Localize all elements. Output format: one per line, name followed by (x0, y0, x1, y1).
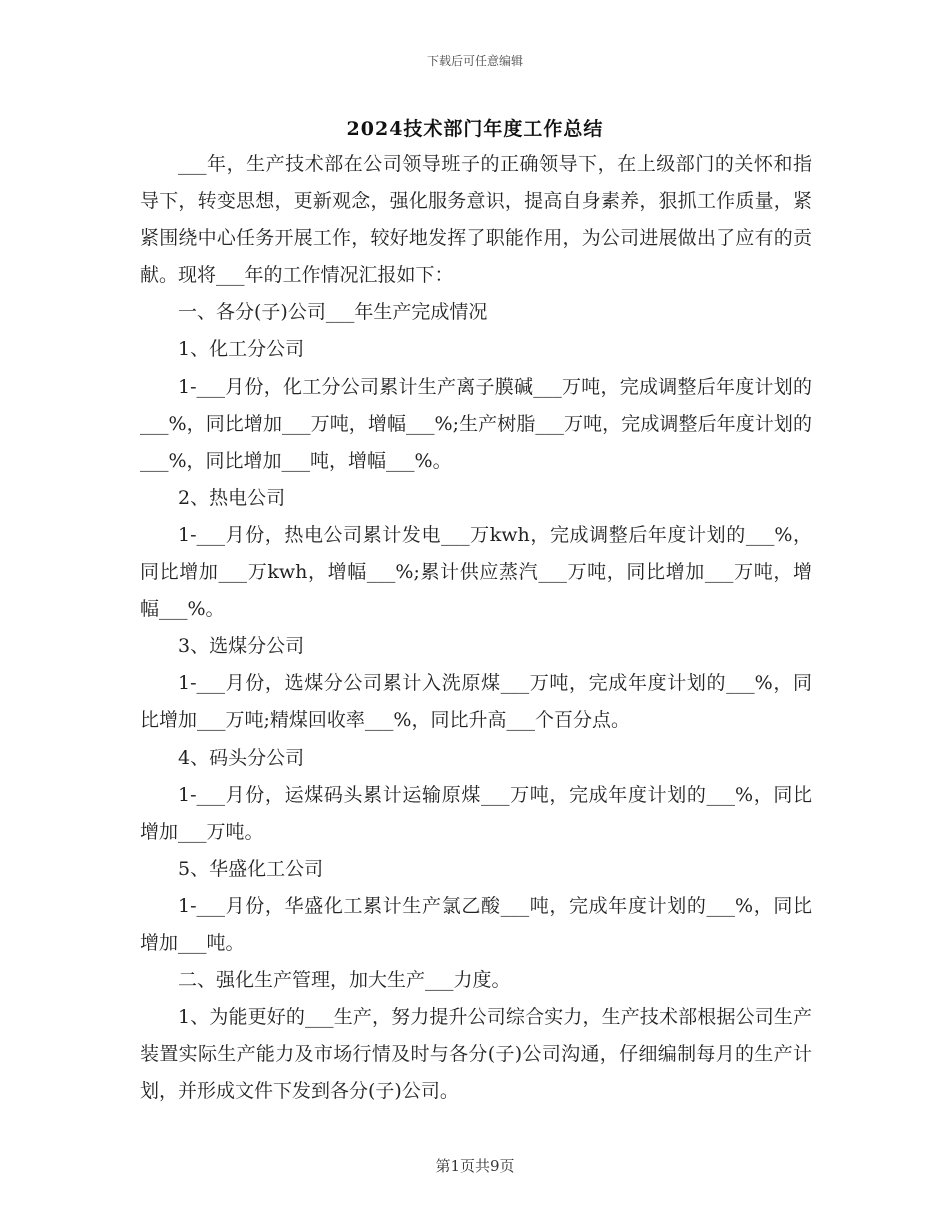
document-title: 2024技术部门年度工作总结 (346, 118, 604, 140)
paragraph-chemical: 1-___月份，化工分公司累计生产离子膜碱___万吨，完成调整后年度计划的___%，同比增加___万吨，增幅___%;生产树脂___万吨，完成调整后年度计划的___%，同比增加___吨，增幅___%。 (140, 375, 812, 472)
paragraph-thermal-power: 1-___月份，热电公司累计发电___万kwh，完成调整后年度计划的___%，同比增加___万kwh，增幅___%;累计供应蒸汽___万吨，同比增加___万吨，增幅___%。 (140, 523, 812, 621)
section-heading-production: 一、各分(子)公司___年生产完成情况 (178, 301, 488, 324)
subsection-heading-chemical: 1、化工分公司 (178, 338, 305, 361)
document-body (140, 146, 812, 1110)
header-note: 下载后可任意编辑 (426, 54, 523, 68)
paragraph-huasheng: 1-___月份，华盛化工累计生产氯乙酸___吨，完成年度计划的___%，同比增加___吨。 (140, 894, 812, 954)
section-heading-management: 二、强化生产管理，加大生产___力度。 (178, 969, 511, 992)
subsection-heading-thermal-power: 2、热电公司 (178, 486, 286, 509)
paragraph-coal-washing: 1-___月份，选煤分公司累计入洗原煤___万吨，完成年度计划的___%，同比增加___万吨;精煤回收率___%，同比升高___个百分点。 (140, 672, 812, 732)
paragraph-management-1: 1、为能更好的___生产，努力提升公司综合实力，生产技术部根据公司生产装置实际生产能力及市场行情及时与各分(子)公司沟通，仔细编制每月的生产计划，并形成文件下发到各分(子)公司。 (140, 1006, 812, 1103)
paragraph-wharf: 1-___月份，运煤码头累计运输原煤___万吨，完成年度计划的___%，同比增加___万吨。 (140, 783, 812, 843)
intro-paragraph: ___年，生产技术部在公司领导班子的正确领导下，在上级部门的关怀和指导下，转变思想，更新观念，强化服务意识，提高自身素养，狠抓工作质量，紧紧围绕中心任务开展工作，较好地发挥了职能作用，为公司进展做出了应有的贡献。现将___年的工作情况汇报如下： (140, 153, 812, 287)
page-number: 第1页共9页 (435, 1157, 515, 1175)
subsection-heading-huasheng: 5、华盛化工公司 (178, 857, 324, 880)
subsection-heading-wharf: 4、码头分公司 (178, 746, 305, 769)
subsection-heading-coal-washing: 3、选煤分公司 (178, 635, 305, 658)
